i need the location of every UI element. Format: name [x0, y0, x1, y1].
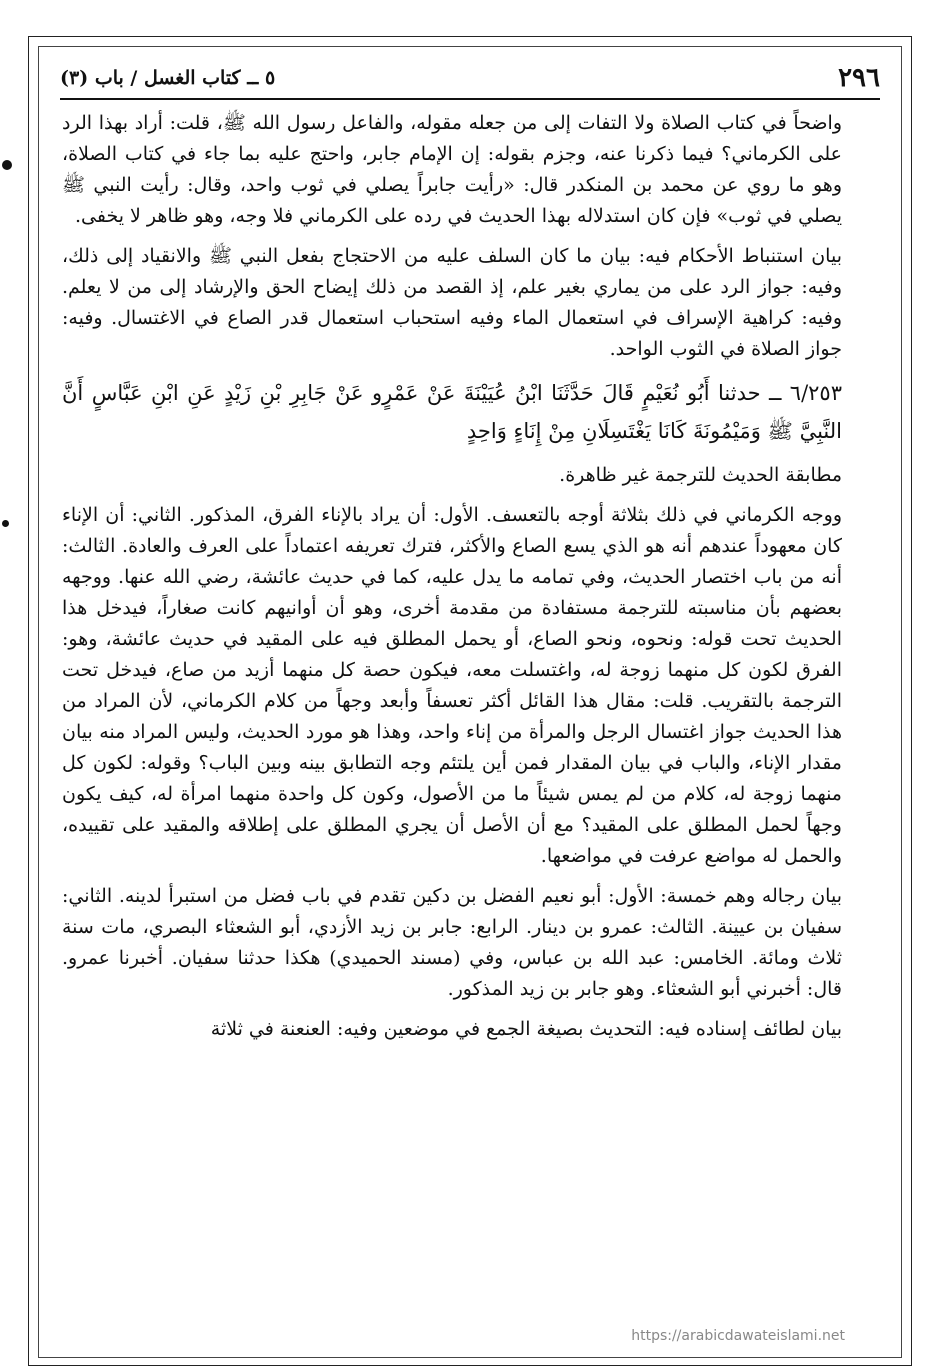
paragraph-rulings: بيان استنباط الأحكام فيه: بيان ما كان السلف عليه من الاحتجاج بفعل النبي ﷺ والانقياد إلى ذلك، وفيه: جواز الرد على من يماري بغير علم، إذ القصد من ذلك إيضاح الحق والإرشاد إلى من لا يعلم. وفيه: كراهية الإسراف في استعمال الماء وفيه استحباب استعمال قدر الصاع في الاغتسال. وفيه: جواز الصلاة في الثوب الواحد. — [62, 245, 842, 360]
punch-hole-mark — [2, 160, 12, 170]
paragraph-commentary: واضحاً في كتاب الصلاة ولا التفات إلى من جعله مقوله، والفاعل رسول الله ﷺ، قلت: أراد بهذا الرد على الكرماني؟ فيما ذكرنا عنه، وجزم بقوله: إن الإمام جابر، واحتج عليه بما جاء في كتاب الصلاة، وهو ما روي عن محمد بن المنكدر قال: «رأيت جابراً يصلي في ثوب واحد، وقال: رأيت النبي ﷺ يصلي في ثوب» فإن كان استدلاله بهذا الحديث في رده على الكرماني فلا وجه، وهو ظاهر لا يخفى. — [62, 112, 842, 227]
page-body — [62, 108, 842, 1348]
paragraph-chain-subtleties: بيان لطائف إسناده فيه: التحديث بصيغة الجمع في موضعين وفيه: العنعنة في ثلاثة — [210, 1018, 842, 1040]
source-watermark: https://arabicdawateislami.net — [631, 1328, 845, 1344]
page-number: ٢٩٦ — [838, 63, 880, 93]
running-title: ٥ ــ كتاب الغسل / باب (٣) — [60, 67, 276, 89]
page-header — [60, 58, 880, 100]
punch-hole-mark — [2, 520, 9, 527]
paragraph-narrators: بيان رجاله وهم خمسة: الأول: أبو نعيم الفضل بن دكين تقدم في باب فضل من استبرأ لدينه. الثاني: سفيان بن عيينة. الثالث: عمرو بن دينار. الرابع: جابر بن زيد الأزدي، أبو الشعثاء البصري، مات سنة ثلاث ومائة. الخامس: عبد الله بن عباس، وفي (مسند الحميدي) هكذا حدثنا سفيان. أخبرنا عمرو. قال: أخبرني أبو الشعثاء. وهو جابر بن زيد المذكور. — [62, 885, 842, 1000]
hadith-text: ٦/٢٥٣ ــ حدثنا أَبُو نُعَيْمٍ قَالَ حَدَّثَنَا ابْنُ عُيَيْنَةَ عَنْ عَمْرٍو عَنْ جَابِرِ بْنِ زَيْدٍ عَنِ ابْنِ عَبَّاسٍ أَنَّ النَّبِيَّ ﷺ وَمَيْمُونَةَ كَانَا يَغْتَسِلَانِ مِنْ إِنَاءٍ وَاحِدٍ — [62, 381, 842, 443]
paragraph-explanation: ووجه الكرماني في ذلك بثلاثة أوجه بالتعسف. الأول: أن يراد بالإناء الفرق، المذكور. الثاني: أن الإناء كان معهوداً عندهم أنه هو الذي يسع الصاع والأكثر، فترك تعريفه اعتماداً على العرف والعادة. الثالث: أنه من باب اختصار الحديث، وفي تمامه ما يدل عليه، كما في حديث عائشة، رضي الله عنها. ووجهه بعضهم بأن مناسبته للترجمة مستفادة من مقدمة أخرى، وهو أن أوانيهم كانت صغاراً، فيدخل هذا الحديث تحت قوله: ونحوه، ونحو الصاع، أو يحمل المطلق فيه على المقيد في حديث عائشة، وهو: الفرق لكون كل منهما زوجة له، واغتسلت معه، فيكون حصة كل منهما أزيد من صاع، فيدخل تحت الترجمة بالتقريب. قلت: مقال هذا القائل أكثر تعسفاً وأبعد وجهاً من كلام الكرماني، لأن المراد من هذا الحديث جواز اغتسال الرجل والمرأة من إناء واحد، وهذا هو مورد الحديث، وليس المراد منه بيان مقدار الإناء، والباب في بيان المقدار فمن أين يلتئم وجه التطابق بينه وبين الباب؟ وقوله: لكون كل منهما زوجة له، كلام من لم يمس شيئاً ما من الأصول، وكون كل واحدة منهما امرأة له، كيف يكون وجهاً لحمل المطلق على المقيد؟ مع أن الأصل أن يجري المطلق على إطلاقه والمقيد على تقييده، والحمل له مواضع عرفت في مواضعها. — [62, 504, 842, 867]
paragraph-correspondence: مطابقة الحديث للترجمة غير ظاهرة. — [559, 464, 842, 486]
